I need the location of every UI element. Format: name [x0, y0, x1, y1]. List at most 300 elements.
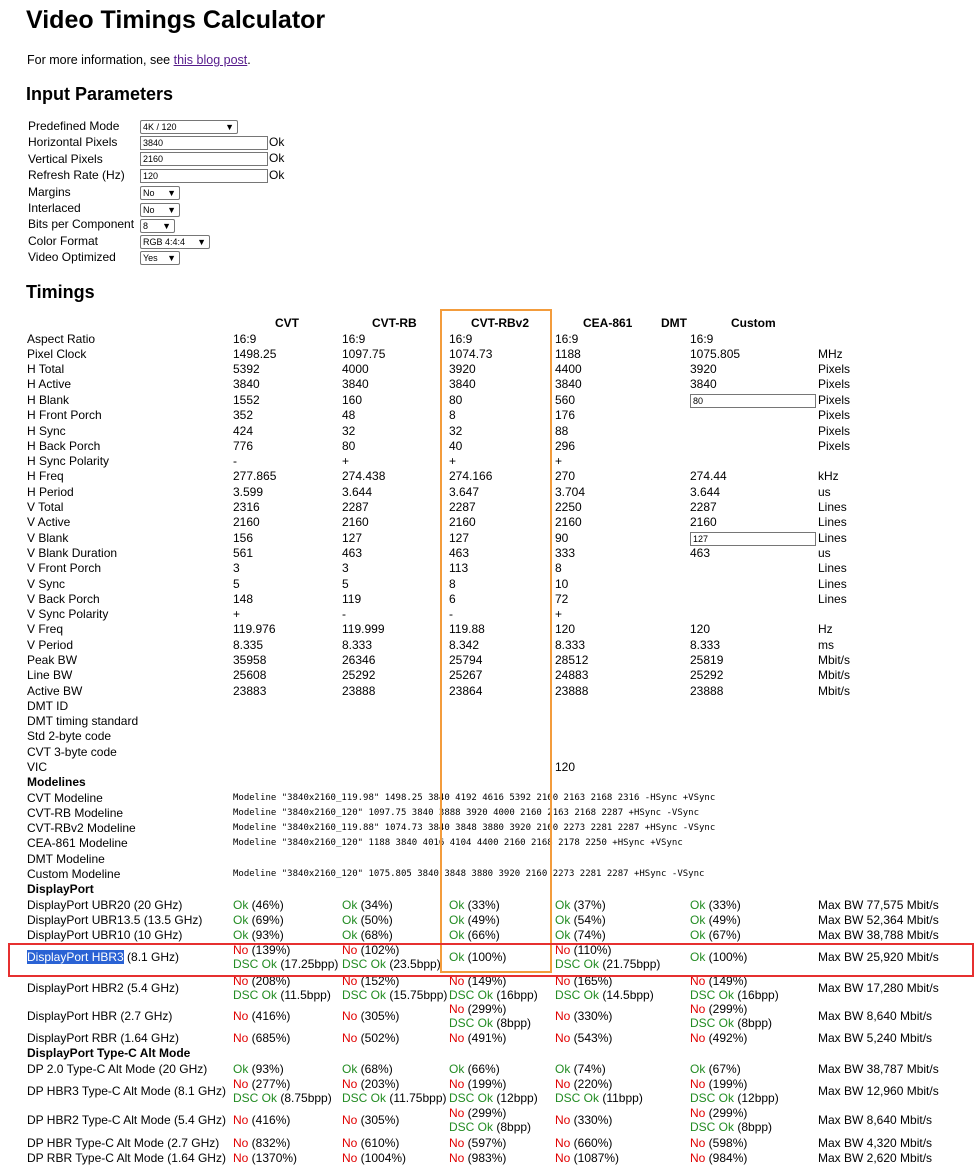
timing-row-label: Active BW	[27, 684, 83, 698]
status-detail: (492%)	[705, 1031, 748, 1045]
status-word: DSC Ok	[690, 988, 735, 1002]
input-parameters-heading: Input Parameters	[26, 84, 174, 104]
chevron-down-icon: ▼	[225, 122, 234, 132]
status-cell	[449, 1062, 500, 1076]
status-word: No	[449, 1136, 465, 1150]
status-word: No	[449, 1002, 465, 1016]
timing-cell-cea: 28512	[555, 653, 589, 667]
timing-cell-custom: 23888	[690, 684, 724, 698]
status-detail: (100%)	[464, 950, 507, 964]
column-header-custom: Custom	[731, 316, 776, 330]
status-word: Ok	[555, 898, 571, 912]
refresh-rate-status: Ok	[269, 168, 285, 182]
timing-cell-cvtrb: 5	[342, 577, 349, 591]
status-detail: (305%)	[357, 1009, 400, 1023]
timing-cell-custom: 463	[690, 546, 711, 560]
typec-max-bw: Max BW 2,620 Mbit/s	[818, 1151, 933, 1165]
timing-cell-cvt: 156	[233, 531, 254, 545]
status-cell	[233, 1009, 290, 1023]
timing-cell-cvtrb: 3.644	[342, 485, 373, 499]
timing-cell-cvtrb: 127	[342, 531, 363, 545]
status-word: Ok	[233, 913, 249, 927]
timing-row-label: DMT ID	[27, 699, 69, 713]
status-detail: (54%)	[570, 913, 606, 927]
timing-cell-rbv2: 119.88	[449, 622, 485, 636]
timing-cell-rbv2: +	[449, 454, 457, 468]
timing-row-label: H Sync Polarity	[27, 454, 110, 468]
hbr3-row-highlight-box	[8, 943, 974, 977]
timing-row-label: H Active	[27, 377, 72, 391]
status-cell	[449, 1031, 506, 1045]
status-word: Ok	[449, 913, 465, 927]
timing-cell-cea: 120	[555, 622, 576, 636]
vertical-pixels-input[interactable]: 2160	[140, 152, 268, 166]
status-detail: (49%)	[464, 913, 500, 927]
displayport-heading: DisplayPort	[27, 882, 94, 896]
margins-select[interactable]	[140, 186, 180, 200]
timing-cell-custom: 3920	[690, 362, 717, 376]
video-optimized-select[interactable]	[140, 251, 180, 265]
chevron-down-icon: ▼	[167, 205, 176, 215]
timing-cell-rbv2: 25794	[449, 653, 483, 667]
timing-cell-rbv2: 113	[449, 561, 469, 575]
modeline-label: CVT-RBv2 Modeline	[27, 821, 136, 835]
status-word: Ok	[342, 898, 358, 912]
status-word: No	[555, 943, 571, 957]
status-detail: (1087%)	[570, 1151, 620, 1165]
status-cell	[233, 1151, 297, 1165]
timing-cell-unit: Lines	[818, 531, 847, 545]
status-detail: (491%)	[464, 1031, 507, 1045]
status-cell	[449, 1151, 506, 1165]
timing-cell-cea: 176	[555, 408, 576, 422]
status-detail: (984%)	[705, 1151, 748, 1165]
refresh-rate-label: Refresh Rate (Hz)	[28, 168, 125, 182]
timing-cell-cvt: 23883	[233, 684, 267, 698]
cvt-rbv2-highlight-box	[440, 309, 552, 973]
timing-cell-cea: 90	[555, 531, 569, 545]
status-cell	[690, 898, 741, 912]
status-detail: (8bpp)	[734, 1120, 773, 1134]
status-word: No	[342, 1009, 358, 1023]
typec-heading: DisplayPort Type-C Alt Mode	[27, 1046, 191, 1060]
horizontal-pixels-input[interactable]: 3840	[140, 136, 268, 150]
status-cell	[690, 1077, 747, 1091]
bits-per-component-select[interactable]	[140, 219, 175, 233]
timing-cell-rbv2: 80	[449, 393, 463, 407]
timing-cell-custom: 274.44	[690, 469, 727, 483]
timing-cell-unit: Hz	[818, 622, 833, 636]
status-cell	[690, 1091, 779, 1105]
status-cell	[555, 913, 606, 927]
timing-row-label: Peak BW	[27, 653, 78, 667]
status-word: DSC Ok	[555, 1091, 600, 1105]
status-word: No	[690, 1106, 706, 1120]
timing-cell-rbv2: 16:9	[449, 332, 473, 346]
status-cell	[690, 928, 741, 942]
status-word: No	[342, 943, 358, 957]
status-detail: (12bpp)	[734, 1091, 779, 1105]
status-detail: (67%)	[705, 928, 741, 942]
timing-row-label: H Freq	[27, 469, 64, 483]
timing-row-label: H Sync	[27, 424, 66, 438]
typec-row-label: DP RBR Type-C Alt Mode (1.64 GHz)	[27, 1151, 226, 1165]
timing-cell-custom: 120	[690, 622, 711, 636]
timing-row-label: V Blank Duration	[27, 546, 118, 560]
timing-cell-cea: 72	[555, 592, 569, 606]
status-detail: (11bpp)	[599, 1091, 643, 1105]
timing-cell-cvt: 424	[233, 424, 254, 438]
timing-cell-rbv2: 2160	[449, 515, 476, 529]
status-word: No	[690, 1002, 706, 1016]
status-cell	[690, 1106, 747, 1120]
status-detail: (16bpp)	[493, 988, 538, 1002]
timing-cell-unit: Lines	[818, 561, 847, 575]
status-word: Ok	[449, 950, 465, 964]
timing-cell-rbv2: 8	[449, 577, 456, 591]
timing-cell-cea: 4400	[555, 362, 582, 376]
refresh-rate-input[interactable]: 120	[140, 169, 268, 183]
modeline-text: Modeline "3840x2160_120" 1075.805 3840 3848 3880 3920 2160 2273 2281 2287 +HSync -VSync	[233, 869, 705, 879]
video-optimized-label: Video Optimized	[28, 250, 116, 264]
status-detail: (416%)	[248, 1113, 291, 1127]
status-cell	[449, 1016, 531, 1030]
info-suffix: .	[247, 53, 251, 67]
margins-label: Margins	[28, 185, 71, 199]
status-word: Ok	[342, 1062, 358, 1076]
timing-cell-cea: 16:9	[555, 332, 579, 346]
status-detail: (8bpp)	[493, 1016, 532, 1030]
timing-cell-cvt: +	[233, 607, 241, 621]
timing-cell-cvt: 2316	[233, 500, 260, 514]
status-detail: (34%)	[357, 898, 393, 912]
timing-row-label: Std 2-byte code	[27, 729, 112, 743]
status-detail: (11.5bpp)	[277, 988, 331, 1002]
timing-cell-cvtrb: 160	[342, 393, 363, 407]
timing-row-label: V Back Porch	[27, 592, 100, 606]
timing-cell-cea: +	[555, 454, 563, 468]
timing-cell-rbv2: -	[449, 607, 453, 621]
timing-row-label: V Front Porch	[27, 561, 102, 575]
timing-row-label: DMT timing standard	[27, 714, 139, 728]
chevron-down-icon: ▼	[197, 237, 206, 247]
timing-cell-cea: 8	[555, 561, 562, 575]
status-word: No	[233, 1009, 249, 1023]
timing-cell-unit: Pixels	[818, 362, 851, 376]
dp-row-label: DisplayPort UBR10 (10 GHz)	[27, 928, 183, 942]
bits-per-component-value: 8	[143, 221, 149, 231]
timing-cell-custom: 3840	[690, 377, 717, 391]
timing-cell-unit: ms	[818, 638, 834, 652]
dp-row-label: DisplayPort UBR20 (20 GHz)	[27, 898, 183, 912]
status-detail: (330%)	[570, 1009, 613, 1023]
status-detail: (1004%)	[357, 1151, 407, 1165]
status-word: DSC Ok	[555, 957, 600, 971]
status-cell	[690, 1002, 747, 1016]
status-detail: (12bpp)	[493, 1091, 538, 1105]
timing-cell-cea: 120	[555, 760, 576, 774]
status-detail: (74%)	[570, 1062, 606, 1076]
status-detail: (165%)	[570, 974, 613, 988]
timing-cell-cvt: 119.976	[233, 622, 276, 636]
timing-row-label: H Total	[27, 362, 65, 376]
timing-cell-cvt: 8.335	[233, 638, 264, 652]
status-detail: (199%)	[705, 1077, 748, 1091]
status-cell	[342, 1009, 399, 1023]
status-word: DSC Ok	[690, 1120, 735, 1134]
horizontal-pixels-status: Ok	[269, 135, 285, 149]
timing-cell-rbv2: 8	[449, 408, 456, 422]
custom-h-blank-input[interactable]: 80	[690, 394, 816, 408]
status-detail: (74%)	[570, 928, 606, 942]
modeline-label: CVT Modeline	[27, 791, 103, 805]
status-cell	[342, 913, 393, 927]
status-detail: (8bpp)	[493, 1120, 532, 1134]
status-word: No	[555, 974, 571, 988]
timing-cell-cvt: 277.865	[233, 469, 277, 483]
timing-row-label: H Period	[27, 485, 74, 499]
timing-cell-custom: 2287	[690, 500, 717, 514]
timing-cell-unit: MHz	[818, 347, 843, 361]
status-detail: (299%)	[705, 1106, 748, 1120]
timing-cell-cea: 1188	[555, 347, 581, 361]
video-optimized-value: Yes	[143, 253, 158, 263]
status-cell	[342, 1031, 399, 1045]
status-cell	[233, 928, 284, 942]
predefined-mode-select[interactable]	[140, 120, 238, 134]
vertical-pixels-status: Ok	[269, 151, 285, 165]
timing-cell-cvtrb: 3840	[342, 377, 369, 391]
timing-cell-cvtrb: 3	[342, 561, 349, 575]
status-word: Ok	[690, 1062, 706, 1076]
status-cell	[555, 988, 654, 1002]
timing-cell-custom: 25819	[690, 653, 724, 667]
status-detail: (16bpp)	[734, 988, 779, 1002]
status-detail: (597%)	[464, 1136, 507, 1150]
timing-row-label: V Total	[27, 500, 64, 514]
status-word: DSC Ok	[690, 1091, 735, 1105]
timing-cell-cea: 8.333	[555, 638, 586, 652]
chevron-down-icon: ▼	[162, 221, 171, 231]
timing-cell-custom: 8.333	[690, 638, 721, 652]
column-header-cea-861: CEA-861	[583, 316, 633, 330]
timing-cell-cvtrb: +	[342, 454, 350, 468]
status-word: DSC Ok	[690, 1016, 735, 1030]
timing-cell-cvt: 3.599	[233, 485, 264, 499]
status-word: No	[233, 974, 249, 988]
custom-v-blank-input[interactable]: 127	[690, 532, 816, 546]
timing-cell-cvtrb: 463	[342, 546, 363, 560]
timing-cell-cvt: 2160	[233, 515, 260, 529]
status-cell	[690, 1151, 747, 1165]
timing-cell-unit: Mbit/s	[818, 668, 851, 682]
timing-cell-cvt: 1498.25	[233, 347, 277, 361]
status-detail: (68%)	[357, 1062, 393, 1076]
status-detail: (49%)	[705, 913, 741, 927]
status-detail: (139%)	[248, 943, 291, 957]
status-word: No	[555, 1031, 571, 1045]
status-word: No	[690, 1151, 706, 1165]
color-format-select[interactable]	[140, 235, 210, 249]
timing-cell-unit: Lines	[818, 577, 847, 591]
status-detail: (66%)	[464, 1062, 500, 1076]
status-cell	[342, 1091, 447, 1105]
timing-row-label: Pixel Clock	[27, 347, 87, 361]
timing-cell-cvtrb: 2160	[342, 515, 369, 529]
status-detail: (330%)	[570, 1113, 613, 1127]
status-detail: (50%)	[357, 913, 393, 927]
status-detail: (14.5bpp)	[599, 988, 654, 1002]
status-cell	[690, 1062, 741, 1076]
status-cell	[342, 988, 447, 1002]
status-word: Ok	[555, 928, 571, 942]
status-cell	[342, 1062, 393, 1076]
timing-row-label: V Sync Polarity	[27, 607, 109, 621]
status-word: No	[342, 1077, 358, 1091]
status-detail: (149%)	[705, 974, 748, 988]
status-word: DSC Ok	[342, 957, 387, 971]
timing-cell-custom: 2160	[690, 515, 717, 529]
status-detail: (8.75bpp)	[277, 1091, 332, 1105]
status-detail: (66%)	[464, 928, 500, 942]
timing-cell-rbv2: 40	[449, 439, 463, 453]
info-line	[27, 53, 251, 67]
interlaced-value: No	[143, 205, 155, 215]
status-cell	[233, 1113, 290, 1127]
timing-cell-cvt: 25608	[233, 668, 267, 682]
status-word: DSC Ok	[233, 1091, 278, 1105]
status-detail: (685%)	[248, 1031, 291, 1045]
status-detail: (152%)	[357, 974, 400, 988]
status-cell	[342, 1077, 399, 1091]
predefined-mode-label: Predefined Mode	[28, 119, 120, 133]
timing-cell-unit: Mbit/s	[818, 684, 851, 698]
status-detail: (33%)	[705, 898, 741, 912]
timing-row-label: VIC	[27, 760, 48, 774]
dp-row-label: DisplayPort HBR2 (5.4 GHz)	[27, 981, 180, 995]
timing-cell-custom: 3.644	[690, 485, 721, 499]
status-cell	[449, 1120, 531, 1134]
status-cell	[342, 928, 393, 942]
status-word: No	[233, 1113, 249, 1127]
dp-max-bw: Max BW 5,240 Mbit/s	[818, 1031, 933, 1045]
timing-cell-cvt: 16:9	[233, 332, 257, 346]
status-detail: (100%)	[705, 950, 748, 964]
status-word: Ok	[233, 1062, 249, 1076]
interlaced-label: Interlaced	[28, 201, 81, 215]
blog-post-link[interactable]: this blog post	[173, 53, 248, 67]
status-word: No	[555, 1077, 571, 1091]
timing-cell-cea: 270	[555, 469, 576, 483]
status-detail: (299%)	[464, 1002, 507, 1016]
status-word: Ok	[555, 913, 571, 927]
status-detail: (149%)	[464, 974, 507, 988]
timing-cell-rbv2: 1074.73	[449, 347, 493, 361]
status-detail: (21.75bpp)	[599, 957, 661, 971]
status-detail: (37%)	[570, 898, 606, 912]
status-detail: (208%)	[248, 974, 291, 988]
timing-cell-unit: kHz	[818, 469, 839, 483]
status-word: DSC Ok	[233, 988, 278, 1002]
status-word: No	[449, 1031, 465, 1045]
timing-cell-cea: 560	[555, 393, 576, 407]
timing-cell-cvtrb: 80	[342, 439, 356, 453]
status-detail: (8bpp)	[734, 1016, 773, 1030]
status-cell	[233, 1031, 290, 1045]
status-cell	[690, 1120, 772, 1134]
status-cell	[555, 1009, 612, 1023]
typec-row-label: DP HBR2 Type-C Alt Mode (5.4 GHz)	[27, 1113, 226, 1127]
timing-cell-cea: 3840	[555, 377, 582, 391]
status-word: Ok	[233, 898, 249, 912]
status-cell	[690, 988, 779, 1002]
timing-cell-cvt: 5392	[233, 362, 260, 376]
status-cell	[555, 1077, 612, 1091]
vertical-pixels-label: Vertical Pixels	[28, 152, 103, 166]
status-cell	[449, 1106, 506, 1120]
timing-cell-cea: 333	[555, 546, 576, 560]
status-cell	[342, 898, 393, 912]
status-cell	[449, 1136, 506, 1150]
status-word: No	[449, 1151, 465, 1165]
status-detail: (277%)	[248, 1077, 291, 1091]
status-detail: (220%)	[570, 1077, 613, 1091]
timing-cell-rbv2: 25267	[449, 668, 483, 682]
timing-cell-rbv2: 463	[449, 546, 470, 560]
timing-cell-unit: us	[818, 485, 831, 499]
column-header-cvt: CVT	[275, 316, 299, 330]
hbr3-label-rest: (8.1 GHz)	[123, 950, 180, 964]
status-word: No	[555, 1009, 571, 1023]
status-word: No	[449, 974, 465, 988]
status-cell	[233, 1077, 290, 1091]
interlaced-select[interactable]	[140, 203, 180, 217]
dp-max-bw: Max BW 17,280 Mbit/s	[818, 981, 939, 995]
status-word: No	[555, 1136, 571, 1150]
status-word: Ok	[342, 913, 358, 927]
modeline-text: Modeline "3840x2160_119.98" 1498.25 3840 4192 4616 5392 2160 2163 2168 2316 -HSync +VSync	[233, 793, 716, 803]
column-header-dmt: DMT	[661, 316, 687, 330]
column-header-cvt-rb: CVT-RB	[372, 316, 417, 330]
status-cell	[449, 1002, 506, 1016]
timing-cell-rbv2: 6	[449, 592, 456, 606]
timing-cell-cvt: 3840	[233, 377, 260, 391]
dp-row-label: DisplayPort UBR13.5 (13.5 GHz)	[27, 913, 203, 927]
status-word: Ok	[690, 928, 706, 942]
timing-cell-cea: 2250	[555, 500, 582, 514]
color-format-value: RGB 4:4:4	[143, 237, 186, 247]
predefined-mode-value: 4K / 120	[143, 122, 177, 132]
timing-cell-cea: 88	[555, 424, 569, 438]
timing-cell-cea: 2160	[555, 515, 582, 529]
status-word: DSC Ok	[449, 988, 494, 1002]
status-detail: (69%)	[248, 913, 284, 927]
status-detail: (67%)	[705, 1062, 741, 1076]
status-detail: (299%)	[464, 1106, 507, 1120]
timing-cell-cvtrb: 4000	[342, 362, 369, 376]
status-detail: (543%)	[570, 1031, 613, 1045]
timing-row-label: H Front Porch	[27, 408, 102, 422]
timing-row-label: V Sync	[27, 577, 66, 591]
timing-cell-cvt: 352	[233, 408, 254, 422]
timing-cell-rbv2: 274.166	[449, 469, 493, 483]
timing-cell-cvt: 561	[233, 546, 254, 560]
timing-cell-cvtrb: 32	[342, 424, 356, 438]
status-cell	[449, 1091, 538, 1105]
timing-cell-custom: 16:9	[690, 332, 714, 346]
horizontal-pixels-label: Horizontal Pixels	[28, 135, 118, 149]
status-detail: (33%)	[464, 898, 500, 912]
